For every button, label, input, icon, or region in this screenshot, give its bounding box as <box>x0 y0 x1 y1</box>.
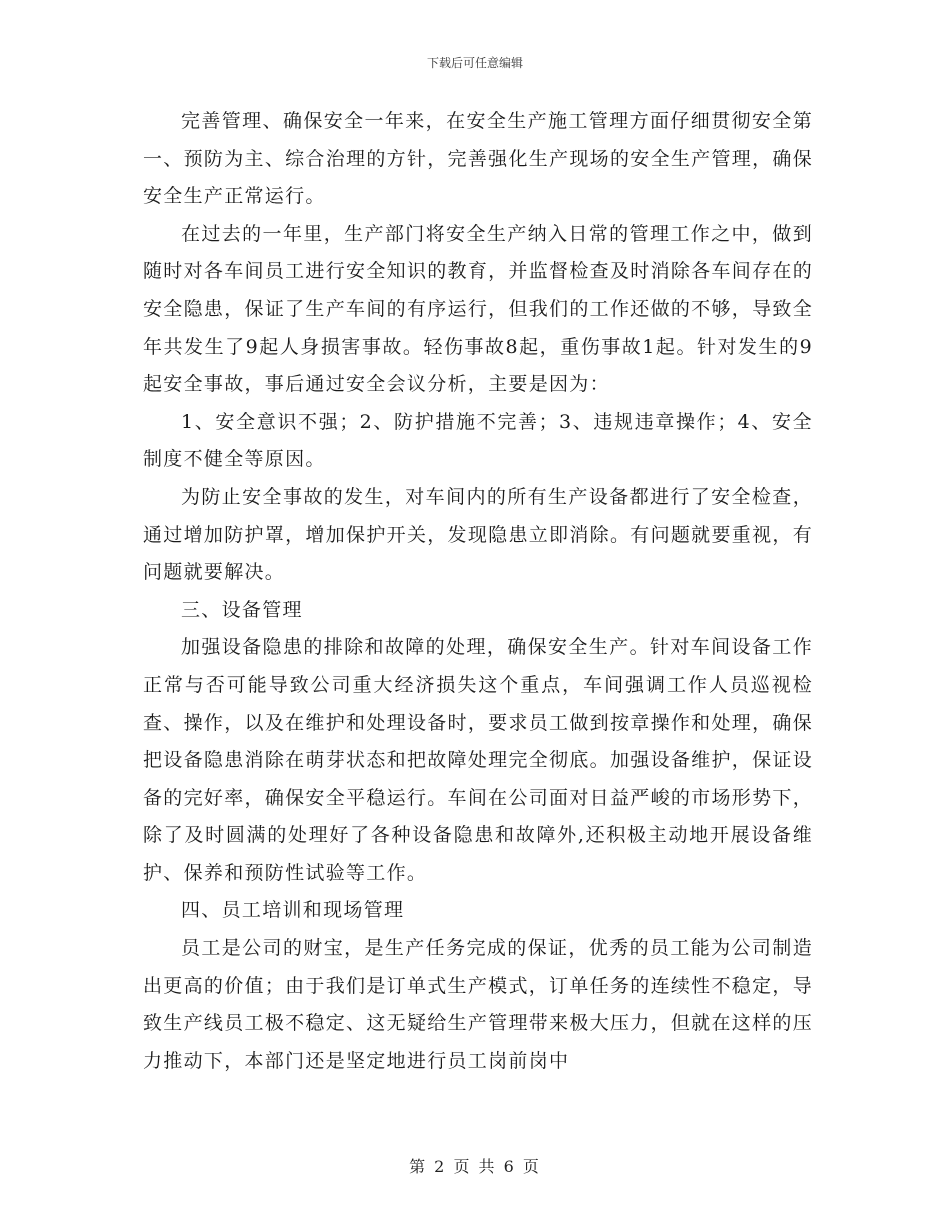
paragraph: 完善管理、确保安全一年来，在安全生产施工管理方面仔细贯彻安全第一、预防为主、综合治理的方针，完善强化生产现场的安全生产管理，确保安全生产正常运行。 <box>143 110 813 208</box>
section-heading: 三、设备管理 <box>181 598 303 621</box>
paragraph: 员工是公司的财宝，是生产任务完成的保证，优秀的员工能为公司制造出更高的价值；由于我们是订单式生产模式，订单任务的连续性不稳定，导致生产线员工极不稳定、这无疑给生产管理带来极大压力，但就在这样的压力推动下，本部门还是坚定地进行员工岗前岗中 <box>143 937 813 1072</box>
paragraph: 为防止安全事故的发生，对车间内的所有生产设备都进行了安全检查，通过增加防护罩，增加保护开关，发现隐患立即消除。有问题就要重视，有问题就要解决。 <box>143 485 813 584</box>
page-number: 第 2 页 共 6 页 <box>409 1157 541 1176</box>
section-heading: 四、员工培训和现场管理 <box>181 899 405 922</box>
page-header: 下载后可任意编辑 <box>426 56 523 70</box>
paragraph: 加强设备隐患的排除和故障的处理，确保安全生产。针对车间设备工作正常与否可能导致公司重大经济损失这个重点，车间强调工作人员巡视检查、操作，以及在维护和处理设备时，要求员工做到按章操作和处理，确保把设备隐患消除在萌芽状态和把故障处理完全彻底。加强设备维护，保证设备的完好率，确保安全平稳运行。车间在公司面对日益严峻的市场形势下，除了及时圆满的处理好了各种设备隐患和故障外,还积极主动地开展设备维护、保养和预防性试验等工作。 <box>143 636 813 884</box>
paragraph: 1、安全意识不强；2、防护措施不完善；3、违规违章操作；4、安全制度不健全等原因。 <box>143 410 813 471</box>
document-body <box>143 103 813 1080</box>
paragraph: 在过去的一年里，生产部门将安全生产纳入日常的管理工作之中，做到随时对各车间员工进行安全知识的教育，并监督检查及时消除各车间存在的安全隐患，保证了生产车间的有序运行，但我们的工作还做的不够，导致全年共发生了9起人身损害事故。轻伤事故8起，重伤事故1起。针对发生的9起安全事故，事后通过安全会议分析，主要是因为： <box>143 222 813 396</box>
